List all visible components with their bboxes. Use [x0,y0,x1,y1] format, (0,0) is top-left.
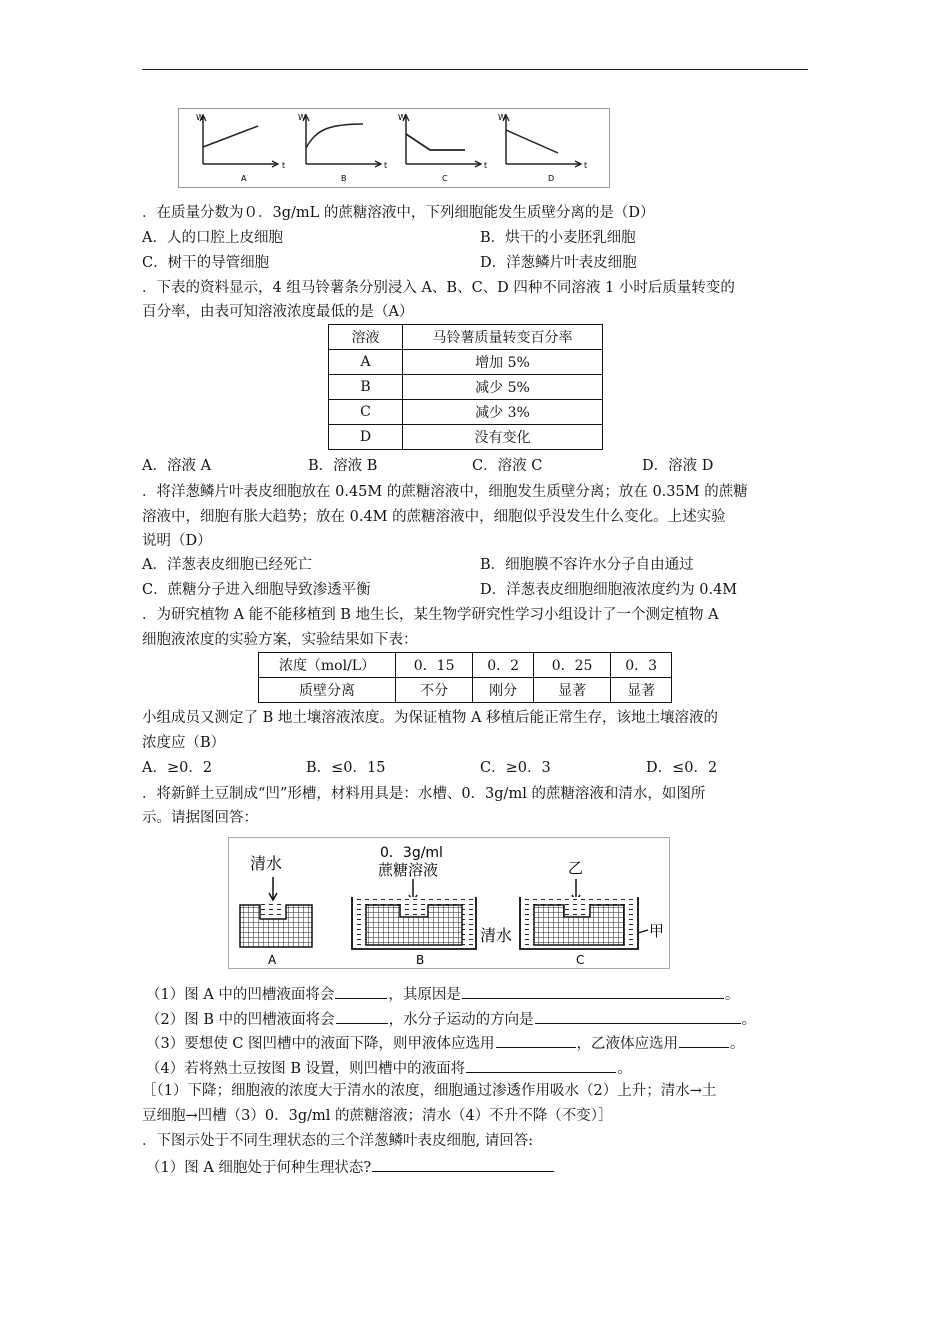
table-cell: C [329,400,403,425]
q5-sub1-text: 。 [724,987,740,1003]
answer-blank[interactable] [335,983,387,999]
graph-a-t: t [282,161,286,170]
table-cell: 0．3 [611,653,672,678]
table-row [329,425,603,450]
q3-option-c: C．蔗糖分子进入细胞导致渗透平衡 [142,582,371,598]
q2-table-header: 马铃薯质量转变百分率 [403,325,603,350]
q1-stem: ．在质量分数为０．3g/mL 的蔗糖溶液中，下列细胞能发生质壁分离的是（D） [142,205,655,221]
graph-c-t: t [484,161,488,170]
q2-option-a: A．溶液 A [142,458,212,474]
q5-sub3-text: ，乙液体应选用 [576,1036,679,1052]
q5-sub2-text: ，水分子运动的方向是 [388,1012,534,1028]
table-cell: 刚分 [473,678,534,703]
table-cell: 减少 3% [403,400,603,425]
q5-stem-line2: 示。请据图回答： [142,810,258,826]
q1-option-b: B．烘干的小麦胚乳细胞 [480,230,636,246]
q4-after-line1: 小组成员又测定了 B 地土壤溶液浓度。为保证植物 A 移植后能正常生存，该地土壤溶液的 [142,710,719,726]
table-cell: B [329,375,403,400]
wt-graphs-figure [178,108,610,188]
answer-blank[interactable] [372,1156,554,1172]
figure-a-clear-water: 清水 [250,854,283,873]
q5-sub4-text: 。 [617,1061,632,1077]
graph-b-w: W [298,113,306,122]
q5-sub3 [146,1032,745,1054]
answer-blank[interactable] [462,983,724,999]
q4-option-b: B．≤0．15 [306,760,386,776]
table-cell: 减少 5% [403,375,603,400]
q4-stem-line2: 细胞液浓度的实验方案，实验结果如下表： [142,632,418,648]
q5-sub1 [146,983,739,1005]
q5-sub3-text: 。 [730,1036,745,1052]
q5-stem-line1: ．将新鲜土豆制成“凹”形槽，材料用具是：水槽、0．3g/ml 的蔗糖溶液和清水，如图所 [142,786,706,802]
q4-after-line2: 浓度应（B） [142,735,226,751]
figure-b-sucrose-solution: 蔗糖溶液 [378,861,439,879]
q1-option-c: C．树干的导管细胞 [142,255,270,271]
q4-stem-line1: ．为研究植物 A 能不能移植到 B 地生长，某生物学研究性学习小组设计了一个测定植物 A [142,607,719,623]
table-row [259,678,672,703]
q5-sub4 [146,1057,632,1079]
graph-c-w: W [398,113,406,122]
answer-blank[interactable] [336,1008,388,1024]
figure-c-label: C [576,953,585,967]
q5-sub4-text: （4）若将熟土豆按图 B 设置，则凹槽中的液面将 [146,1061,466,1077]
graph-b-t: t [384,161,388,170]
table-cell: 显著 [611,678,672,703]
q5-sub2-text: （2）图 B 中的凹槽液面将会 [146,1012,335,1028]
table-cell: 没有变化 [403,425,603,450]
graph-b-label: B [341,174,347,183]
answer-blank[interactable] [466,1057,616,1073]
table-cell: 0．15 [396,653,473,678]
table-cell: A [329,350,403,375]
table-cell: 增加 5% [403,350,603,375]
q3-stem-line1: ．将洋葱鳞片叶表皮细胞放在 0.45M 的蔗糖溶液中，细胞发生质壁分离；放在 0.35M 的蔗糖 [142,484,748,500]
table-cell: 质壁分离 [259,678,396,703]
q4-option-c: C．≥0．3 [480,760,551,776]
q4-option-a: A．≥0．2 [142,760,213,776]
q6-stem: ．下图示处于不同生理状态的三个洋葱鳞叶表皮细胞, 请回答: [142,1133,534,1149]
q1-option-a: A．人的口腔上皮细胞 [142,230,283,246]
table-cell: 浓度（mol/L） [259,653,396,678]
table-row [329,375,603,400]
q5-sub3-text: （3）要想使 C 图凹槽中的液面下降，则甲液体应选用 [146,1036,495,1052]
table-row [329,400,603,425]
answer-blank[interactable] [496,1032,576,1048]
q2-option-d: D．溶液 D [642,458,714,474]
table-cell: 不分 [396,678,473,703]
q5-sub2 [146,1008,756,1030]
q3-option-a: A．洋葱表皮细胞已经死亡 [142,557,312,573]
q5-sub1-text: ，其原因是 [388,987,461,1003]
table-row [259,653,672,678]
q4-table [258,652,672,703]
graph-c-label: C [442,174,448,183]
q2-stem-line2: 百分率，由表可知溶液浓度最低的是（A） [142,304,414,320]
header-rule [142,69,808,70]
q5-answer-line1: ［（1）下降；细胞液的浓度大于清水的浓度，细胞通过渗透作用吸水（2）上升；清水→土 [142,1083,717,1099]
q2-stem-line1: ．下表的资料显示，4 组马铃薯条分别浸入 A、B、C、D 四种不同溶液 1 小时后质量转变的 [142,280,735,296]
q2-option-c: C．溶液 C [472,458,543,474]
graph-d-t: t [584,161,588,170]
graph-a-w: W [196,113,204,122]
table-cell: D [329,425,403,450]
q5-answer-line2: 豆细胞→凹槽（3）0．3g/ml 的蔗糖溶液；清水（4）不升不降（不变）］ [142,1108,613,1124]
q3-option-b: B．细胞膜不容许水分子自由通过 [480,557,694,573]
q5-sub2-text: 。 [741,1012,757,1028]
figure-b-label: B [416,953,425,967]
answer-blank[interactable] [679,1032,729,1048]
table-cell: 0．2 [473,653,534,678]
q2-option-b: B．溶液 B [308,458,378,474]
figure-c-liquid-jia: 甲 [649,922,665,940]
q4-option-d: D．≤0．2 [646,760,718,776]
answer-blank[interactable] [535,1008,741,1024]
q3-option-d: D．洋葱表皮细胞细胞液浓度约为 0.4M [480,582,738,598]
q2-table [328,324,603,450]
q2-table-header: 溶液 [329,325,403,350]
graph-d-w: W [498,113,506,122]
q6-sub1 [146,1156,555,1178]
q6-sub1-text: （1）图 A 细胞处于何种生理状态? [146,1160,372,1176]
graph-d-label: D [548,174,555,183]
table-cell: 显著 [533,678,610,703]
figure-a-label: A [268,953,277,967]
figure-c-liquid-yi: 乙 [568,859,584,877]
table-row [329,350,603,375]
figure-b-concentration: 0．3g/ml [380,845,443,861]
figure-b-clear-water: 清水 [480,926,513,945]
potato-trough-figure [228,837,670,969]
q5-sub1-text: （1）图 A 中的凹槽液面将会 [146,987,335,1003]
q1-option-d: D．洋葱鳞片叶表皮细胞 [480,255,637,271]
table-cell: 0．25 [533,653,610,678]
graph-a-label: A [241,174,247,183]
q3-stem-line2: 溶液中，细胞有胀大趋势；放在 0.4M 的蔗糖溶液中，细胞似乎没发生什么变化。上述实验 [142,509,726,525]
q3-stem-line3: 说明（D） [142,533,212,549]
